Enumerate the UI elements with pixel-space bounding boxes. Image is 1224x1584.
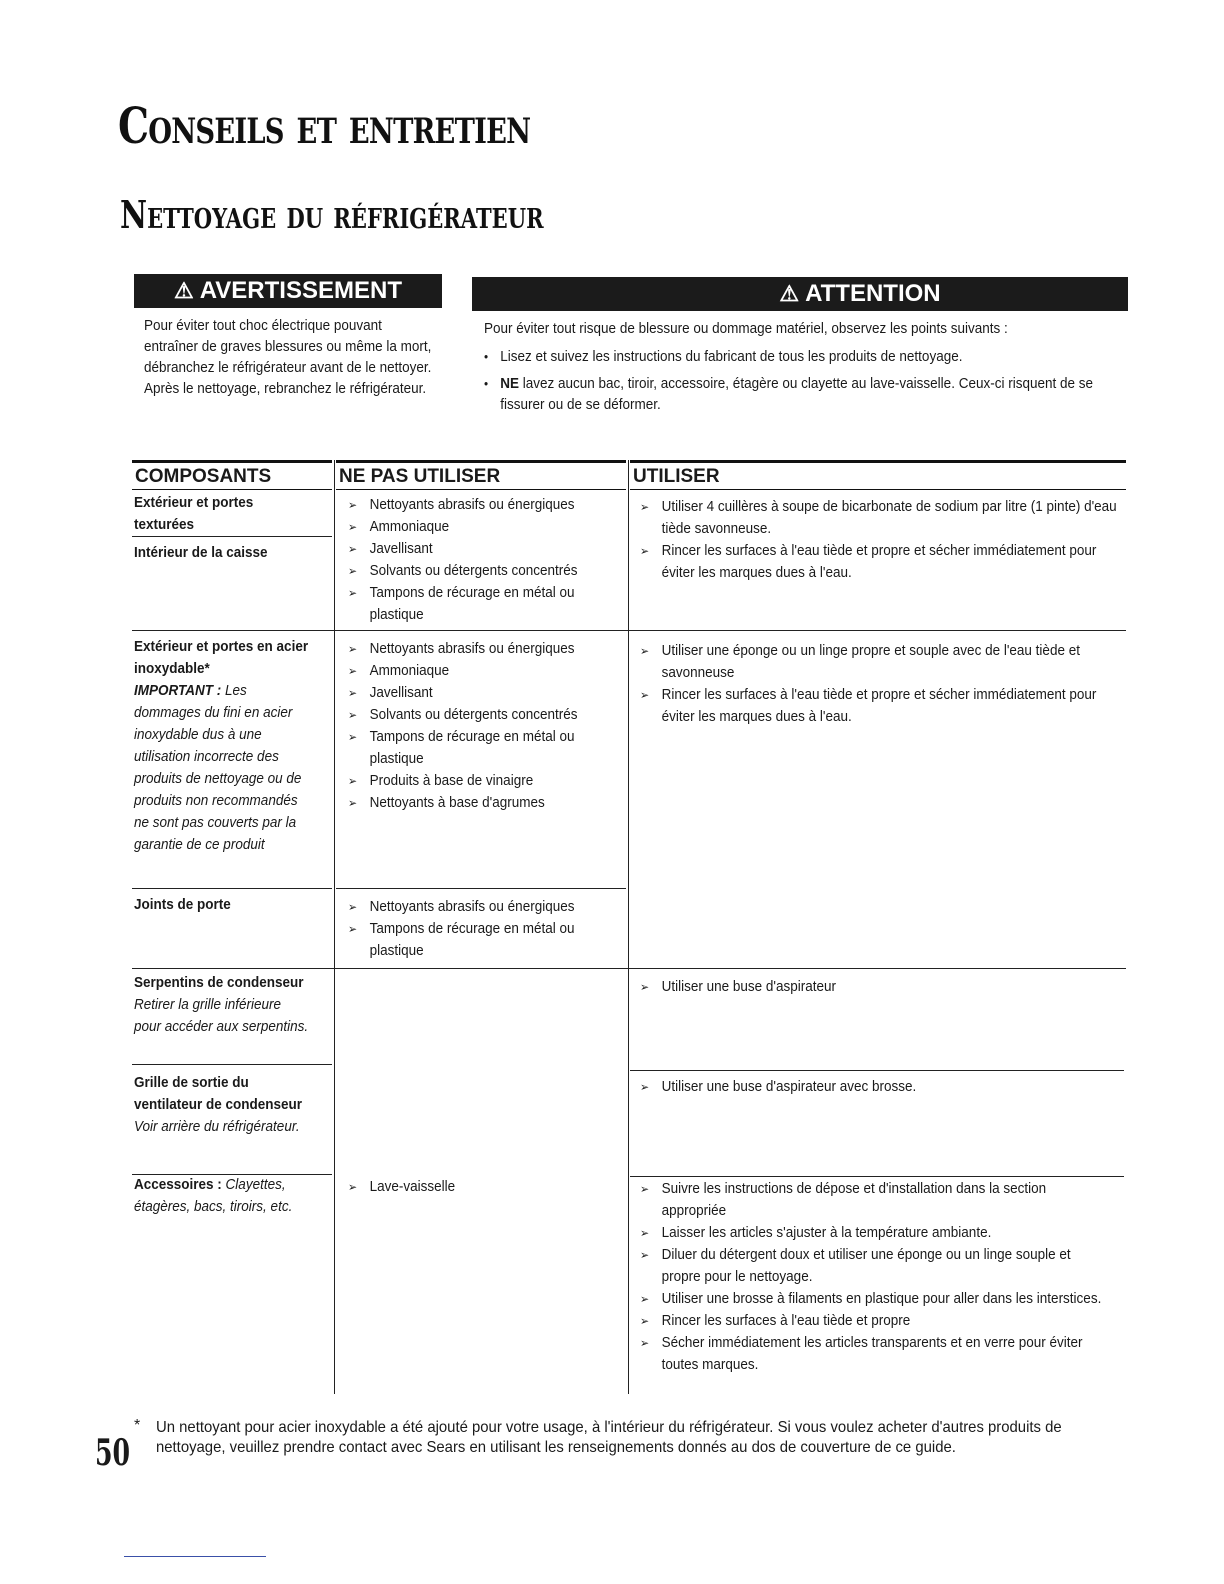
use-cell: [640, 976, 1170, 998]
avoid-cell: [348, 494, 638, 626]
component-note: Retirer la grille inférieure pour accéder aux serpentins.: [134, 996, 309, 1035]
avoid-item: ➢ Solvants ou détergents concentrés: [348, 704, 609, 726]
caution-triangle-icon: ⚠: [779, 281, 800, 306]
caution-emphasis: NE: [500, 375, 519, 392]
component-name: Accessoires :: [134, 1176, 222, 1193]
warning-label: AVERTISSEMENT: [199, 277, 402, 304]
use-item: ➢ Rincer les surfaces à l'eau tiède et propre et sécher immédiatement pour éviter les marques dues à l'eau.: [640, 684, 1117, 728]
use-cell: [640, 1178, 1160, 1376]
avoid-item: ➢ Solvants ou détergents concentrés: [348, 560, 609, 582]
caution-banner: [472, 277, 1128, 311]
table-row: [134, 1174, 329, 1218]
row-divider: [630, 1176, 1124, 1177]
use-item: ➢ Rincer les surfaces à l'eau tiède et propre: [640, 1310, 1108, 1332]
row-divider: [630, 1070, 1124, 1071]
component-name: Grille de sortie du ventilateur de condenseur: [134, 1074, 303, 1113]
use-item: ➢ Utiliser une buse d'aspirateur avec brosse.: [640, 1076, 1117, 1098]
avoid-item: ➢ Produits à base de vinaigre: [348, 770, 609, 792]
caution-item: [484, 373, 1096, 415]
column-divider: [334, 460, 335, 1394]
row-divider: [132, 536, 332, 537]
avoid-item: ➢ Nettoyants abrasifs ou énergiques: [348, 494, 609, 516]
use-cell: [640, 496, 1170, 584]
footnote-text: Un nettoyant pour acier inoxydable a été ajouté pour votre usage, à l'intérieur du réfrigérateur. Si vous voulez acheter d'autres produits de nettoyage, veuillez prendre contact avec Sears en utilisant les renseignements donnés au dos de couverture de ce guide.: [156, 1419, 1062, 1456]
use-item: ➢ Laisser les articles s'ajuster à la température ambiante.: [640, 1222, 1108, 1244]
avoid-item: ➢ Tampons de récurage en métal ou plastique: [348, 726, 609, 770]
caution-item: • Lisez et suivez les instructions du fabricant de tous les produits de nettoyage.: [484, 346, 1096, 367]
component-name: Extérieur et portes en acier inoxydable*: [134, 638, 309, 677]
component-note: Voir arrière du réfrigérateur.: [134, 1118, 300, 1135]
table-row: [134, 492, 324, 536]
section-title: Nettoyage du réfrigérateur: [120, 192, 544, 237]
avoid-item: ➢ Nettoyants abrasifs ou énergiques: [348, 896, 609, 918]
avoid-item: ➢ Lave-vaisselle: [348, 1176, 609, 1198]
avoid-item: ➢ Javellisant: [348, 682, 609, 704]
component-name: Serpentins de condenseur: [134, 974, 304, 991]
use-item: ➢ Sécher immédiatement les articles transparents et en verre pour éviter toutes marques.: [640, 1332, 1108, 1376]
avoid-item: ➢ Nettoyants à base d'agrumes: [348, 792, 609, 814]
important-label: IMPORTANT :: [134, 682, 222, 699]
component-note: [134, 680, 310, 856]
row-divider: [132, 630, 1126, 631]
use-item: ➢ Utiliser une brosse à filaments en plastique pour aller dans les interstices.: [640, 1288, 1108, 1310]
avoid-item: ➢ Tampons de récurage en métal ou plastique: [348, 918, 609, 962]
avoid-item: ➢ Ammoniaque: [348, 516, 609, 538]
use-item: ➢ Utiliser 4 cuillères à soupe de bicarbonate de sodium par litre (1 pinte) d'eau tiède savonneuse.: [640, 496, 1117, 540]
use-item: ➢ Rincer les surfaces à l'eau tiède et propre et sécher immédiatement pour éviter les marques dues à l'eau.: [640, 540, 1117, 584]
footnote-marker: *: [134, 1417, 141, 1434]
use-cell: [640, 640, 1170, 728]
page-number: 50: [95, 1432, 131, 1474]
important-text: Les dommages du fini en acier inoxydable dus à une utilisation incorrecte des produits de nettoyage ou de produits non recommandés ne sont pas couverts par la garantie de ce produit: [134, 682, 302, 853]
warning-triangle-icon: ⚠: [174, 278, 194, 303]
use-item: ➢ Utiliser une éponge ou un linge propre et souple avec de l'eau tiède et savonneuse: [640, 640, 1117, 684]
avoid-cell: [348, 1176, 638, 1198]
page-title: Conseils et entretien: [118, 96, 531, 155]
component-name: Intérieur de la caisse: [134, 544, 268, 561]
component-note: Clayettes, étagères, bacs, tiroirs, etc.: [134, 1176, 293, 1215]
caution-item-text: lavez aucun bac, tiroir, accessoire, étagère ou clayette au lave-vaisselle. Ceux-ci risquent de se fissurer ou de se déformer.: [500, 375, 1094, 413]
avoid-item: ➢ Nettoyants abrasifs ou énergiques: [348, 638, 609, 660]
use-item: ➢ Diluer du détergent doux et utiliser une éponge ou un linge souple et propre pour le nettoyage.: [640, 1244, 1108, 1288]
avoid-cell: [348, 638, 638, 814]
table-row: [134, 972, 329, 1038]
component-name: Extérieur et portes texturées: [134, 494, 254, 533]
avoid-item: ➢ Javellisant: [348, 538, 609, 560]
row-divider: [132, 1064, 332, 1065]
avoid-cell: [348, 896, 638, 962]
table-row: [134, 1072, 329, 1138]
caution-intro: Pour éviter tout risque de blessure ou dommage matériel, observez les points suivants :: [484, 320, 1008, 337]
table-row: [134, 636, 329, 856]
divider: [124, 1556, 266, 1557]
use-cell: [640, 1076, 1170, 1098]
table-row: [134, 894, 324, 916]
warning-banner: [134, 274, 442, 308]
caution-list: [484, 346, 1096, 415]
row-divider: [336, 888, 626, 889]
use-item: ➢ Utiliser une buse d'aspirateur: [640, 976, 1117, 998]
header-do-not-use: NE PAS UTILISER: [336, 460, 626, 490]
header-components: COMPOSANTS: [132, 460, 332, 490]
table-row: [134, 542, 324, 564]
component-name: Joints de porte: [134, 896, 231, 913]
use-item: ➢ Suivre les instructions de dépose et d'installation dans la section appropriée: [640, 1178, 1108, 1222]
warning-text: Pour éviter tout choc électrique pouvant entraîner de graves blessures ou même la mort, débranchez le réfrigérateur avant de le nettoyer. Après le nettoyage, rebranchez le réfrigérateur.: [144, 317, 432, 397]
avoid-item: ➢ Tampons de récurage en métal ou plastique: [348, 582, 609, 626]
caution-label: ATTENTION: [805, 280, 941, 307]
caution-text: [484, 318, 1096, 421]
footnote: [134, 1418, 1214, 1458]
header-use: UTILISER: [630, 460, 1126, 490]
row-divider: [132, 968, 1126, 969]
avoid-item: ➢ Ammoniaque: [348, 660, 609, 682]
row-divider: [132, 888, 332, 889]
